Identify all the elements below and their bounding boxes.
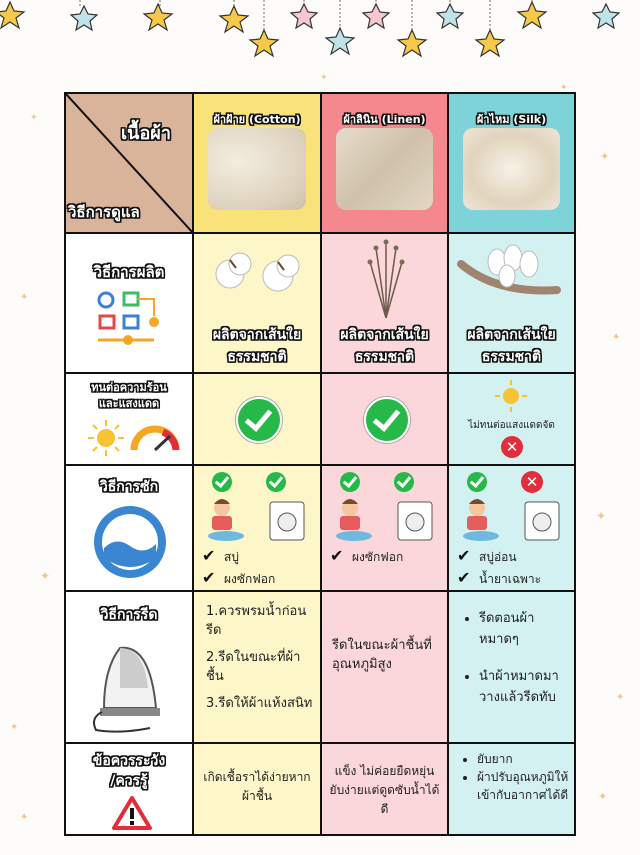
cotton-washing-cell	[194, 466, 322, 592]
tick-icon: ✔	[202, 568, 216, 587]
cotton-iron-2: 2.รีดในขณะที่ผ้าชื้น	[206, 650, 301, 684]
silk-caution-cell	[449, 744, 574, 834]
check-icon	[364, 397, 410, 443]
linen-caution-cell	[322, 744, 449, 834]
ironing-label-cell	[66, 592, 194, 744]
linen-heat-cell	[322, 374, 449, 466]
cotton-production-cell	[194, 234, 322, 374]
cotton-iron-1: 1.ควรพรมน้ำก่อนรีด	[206, 604, 307, 638]
cotton-title: ผ้าฝ้าย (Cotton)	[213, 113, 301, 126]
svg-text:✦: ✦	[20, 292, 29, 303]
svg-text:✦: ✦	[612, 332, 621, 343]
svg-text:✦: ✦	[320, 73, 328, 83]
warning-icon	[112, 796, 152, 830]
silk-iron-item: • นำผ้าหมาดมาวางแล้วรีดทับ	[479, 666, 568, 708]
tick-icon: ✔	[202, 546, 216, 565]
svg-text:✦: ✦	[20, 812, 29, 823]
fabric-care-table	[64, 92, 576, 836]
svg-text:✦: ✦	[596, 509, 607, 523]
silk-wash-2: น้ำยาเฉพาะ	[479, 572, 542, 586]
handwash-and-machine-icon	[204, 496, 316, 542]
cotton-heat-cell	[194, 374, 322, 466]
linen-wash-1: ผงซักฟอก	[352, 550, 404, 564]
silk-title: ผ้าไหม (Silk)	[476, 113, 547, 126]
check-icon	[236, 397, 282, 443]
production-label: วิธีการผลิต	[93, 263, 165, 281]
heat-label-line1: ทนต่อความร้อน	[91, 381, 167, 394]
silk-cocoon-icon	[457, 244, 567, 304]
caution-label-cell	[66, 744, 194, 834]
silk-iron-item: • รีดตอนผ้าหมาดๆ	[479, 608, 568, 650]
svg-text:✦: ✦	[616, 692, 625, 703]
silk-washing-cell	[449, 466, 574, 592]
svg-text:✦: ✦	[10, 722, 19, 733]
cotton-production-text: ผลิตจากเส้นใยธรรมชาติ	[212, 327, 302, 365]
care-header-label: วิธีการดูแล	[68, 203, 140, 221]
cotton-ironing-cell	[194, 592, 322, 744]
flax-plant-icon	[356, 238, 416, 318]
heat-label-line2: และแสงแดด	[98, 397, 160, 410]
silk-fabric-image	[463, 128, 560, 210]
heat-gauge-icon	[130, 422, 180, 452]
linen-caution-text: แข็ง ไม่ค่อยยืดหยุ่น ยับง่ายแต่ดูดซับน้ำได้ดี	[329, 764, 440, 816]
linen-iron-text: รีดในขณะผ้าชื้นที่อุณหภูมิสูง	[332, 638, 432, 672]
check-icon	[266, 472, 286, 492]
handwash-and-machine-icon	[332, 496, 444, 542]
header-corner-cell	[66, 94, 194, 234]
cotton-iron-3: 3.รีดให้ผ้าแห้งสนิท	[206, 696, 313, 711]
sun-icon	[86, 418, 126, 458]
svg-text:✦: ✦	[560, 83, 568, 93]
process-flow-icon	[94, 290, 166, 354]
svg-text:✦: ✦	[600, 150, 610, 163]
header-silk	[449, 94, 574, 234]
linen-ironing-cell	[322, 592, 449, 744]
linen-washing-cell	[322, 466, 449, 592]
caution-label-line2: /ควรรู้	[110, 773, 148, 789]
cross-icon: ✕	[501, 436, 523, 458]
cotton-wash-1: สบู่	[224, 550, 239, 564]
silk-heat-text: ไม่ทนต่อแสงแดดจัด	[468, 420, 555, 431]
header-cotton	[194, 94, 322, 234]
silk-heat-cell	[449, 374, 574, 466]
linen-title: ผ้าลินิน (Linen)	[343, 113, 426, 126]
heat-label-cell	[66, 374, 194, 466]
sun-icon	[493, 378, 529, 414]
cotton-fabric-image	[208, 128, 306, 210]
tick-icon: ✔	[457, 568, 471, 587]
cross-icon: ✕	[521, 471, 543, 493]
silk-production-text: ผลิตจากเส้นใยธรรมชาติ	[467, 327, 556, 365]
linen-production-text: ผลิตจากเส้นใยธรรมชาติ	[340, 327, 429, 365]
check-icon	[394, 472, 414, 492]
silk-ironing-cell	[449, 592, 574, 744]
check-icon	[340, 472, 360, 492]
silk-production-cell	[449, 234, 574, 374]
fabric-header-label: เนื้อผ้า	[121, 123, 171, 144]
ironing-label: วิธีการรีด	[100, 607, 158, 623]
cotton-boll-icon	[208, 248, 308, 298]
silk-caution-item: • ผ้าปรับอุณหภูมิให้เข้ากับอากาศได้ดี	[477, 768, 570, 804]
silk-caution-item: • ยับยาก	[477, 750, 570, 768]
header-linen	[322, 94, 449, 234]
silk-caution-list	[461, 750, 570, 804]
handwash-and-machine-icon	[459, 496, 571, 542]
check-icon	[212, 472, 232, 492]
cotton-caution-cell	[194, 744, 322, 834]
tick-icon: ✔	[330, 546, 344, 565]
iron-icon	[90, 638, 174, 734]
check-icon	[467, 472, 487, 492]
silk-iron-list	[463, 608, 568, 708]
cotton-wash-2: ผงซักฟอก	[224, 572, 276, 586]
washing-label-cell	[66, 466, 194, 592]
washing-machine-drum-icon	[92, 504, 168, 580]
tick-icon: ✔	[457, 546, 471, 565]
washing-label: วิธีการซัก	[99, 479, 159, 495]
svg-text:✦: ✦	[30, 113, 38, 123]
svg-text:✦: ✦	[40, 569, 51, 583]
cotton-caution-text: เกิดเชื้อราได้ง่ายหากผ้าชื้น	[203, 770, 311, 803]
linen-fabric-image	[336, 128, 433, 210]
silk-wash-1: สบู่อ่อน	[479, 550, 517, 564]
svg-text:✦: ✦	[598, 790, 608, 803]
caution-label-line1: ข้อควรระวัง	[92, 753, 166, 769]
production-label-cell	[66, 234, 194, 374]
linen-production-cell	[322, 234, 449, 374]
